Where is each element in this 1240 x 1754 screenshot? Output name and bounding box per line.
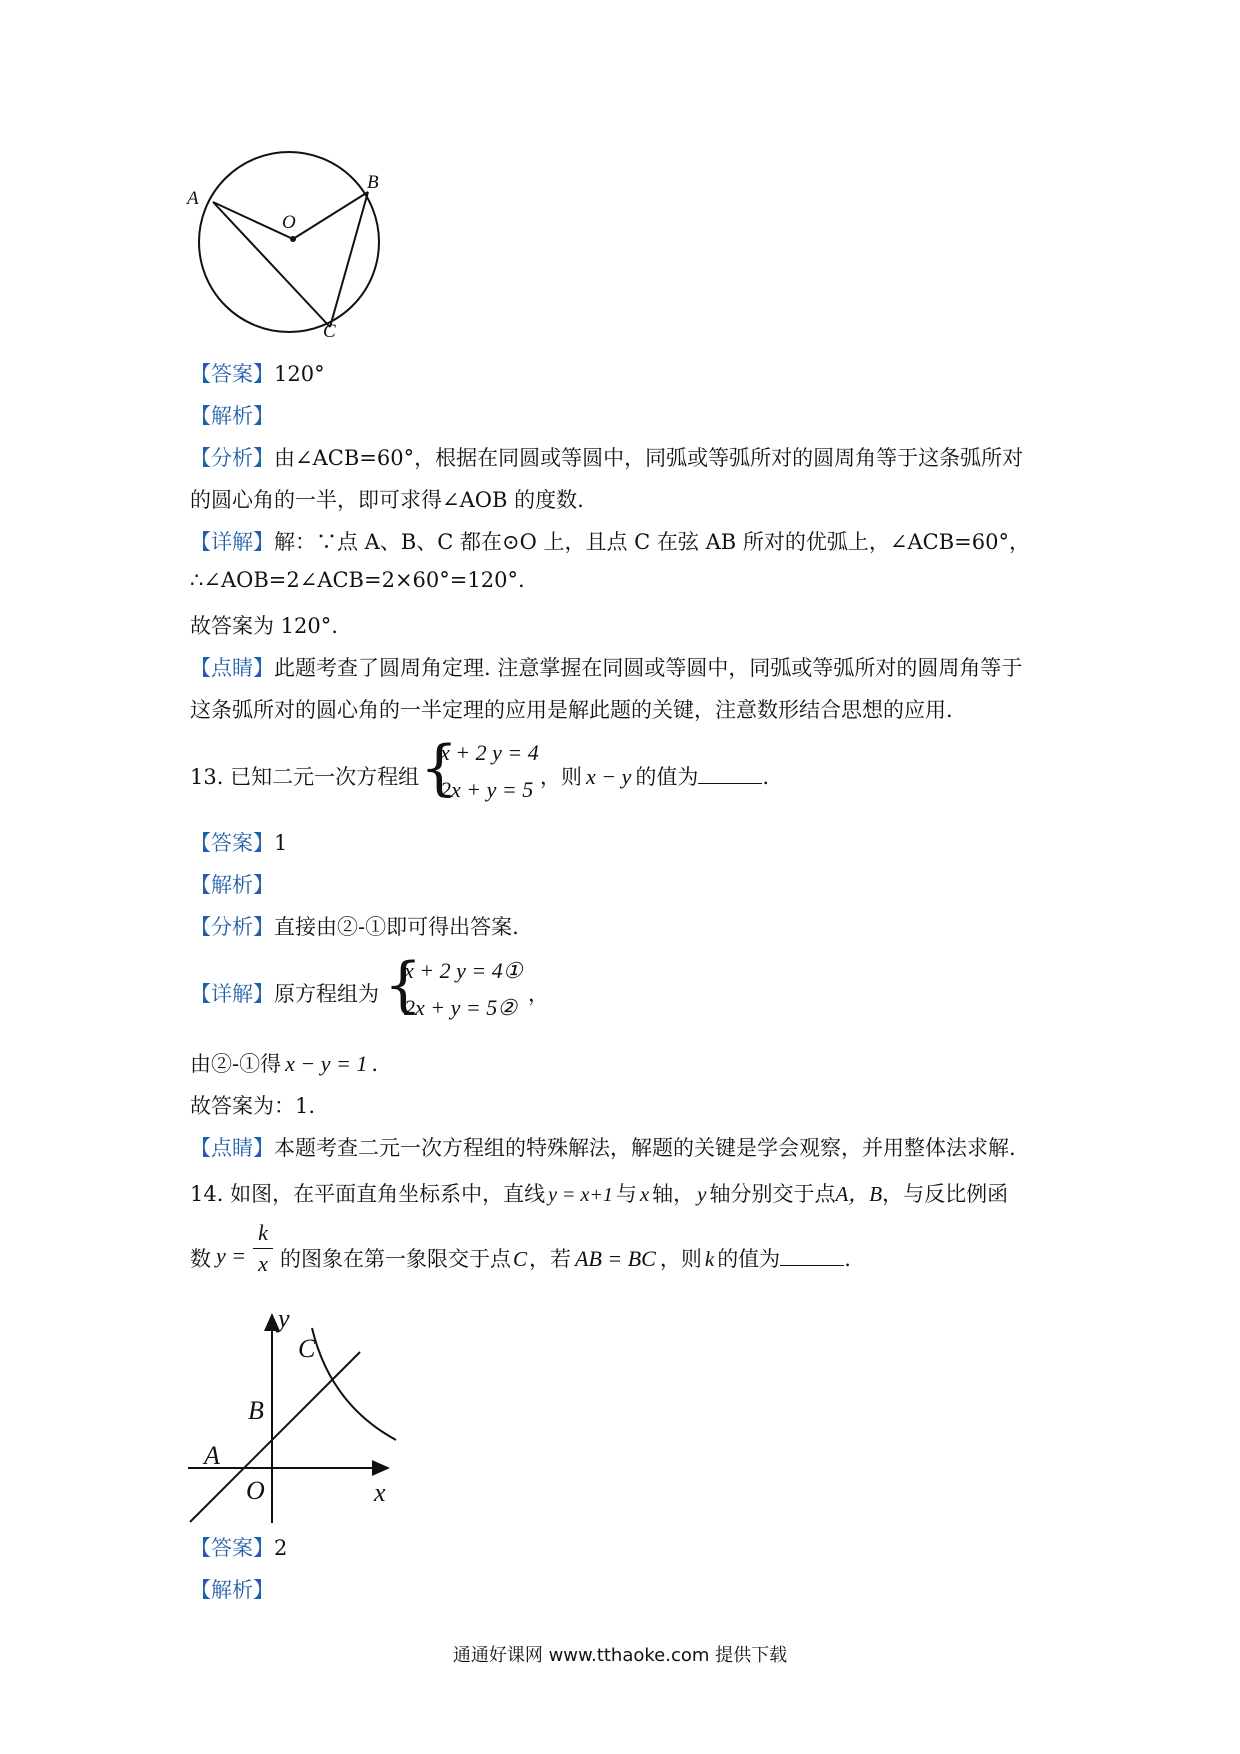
q13-dianjing-line: [190, 1132, 1016, 1162]
answer-value: 2: [274, 1536, 288, 1560]
q13-answer-blank: [698, 765, 762, 784]
answer-value: 1: [274, 831, 288, 855]
q14-jiexi-line: [190, 1574, 274, 1604]
q12-dianjing-line2: [190, 694, 953, 724]
q12-xiangjie-line2: [190, 568, 525, 592]
q13-eq1: x + 2 y = 4: [440, 740, 539, 765]
dianjing-text-cont: 这条弧所对的圆心角的一半定理的应用是解此题的关键，注意数形结合思想的应用.: [190, 698, 953, 722]
dianjing-text: 本题考查二元一次方程组的特殊解法，解题的关键是学会观察，并用整体法求解.: [274, 1136, 1016, 1160]
fig2-label-a: A: [204, 1441, 220, 1470]
q14-line2-rest: [280, 1243, 851, 1273]
frac-bar: [253, 1248, 273, 1249]
q14-line2-y: y =: [216, 1243, 247, 1268]
answer-tag: 【答案】: [190, 831, 274, 855]
page-footer: 通通好课网 www.tthaoke.com 提供下载: [452, 1645, 788, 1666]
fig1-label-c: C: [323, 321, 336, 342]
xiangjie-prefix: 原方程组为: [274, 982, 379, 1006]
fig2-label-c: C: [298, 1334, 316, 1363]
q12-jiexi-line: [190, 400, 274, 430]
q14-line2-d: ，则: [659, 1247, 702, 1271]
step-prefix: 由②-①得: [190, 1052, 282, 1076]
q13-eq1-marked: x + 2 y = 4①: [404, 958, 523, 983]
q13-jiexi-line: [190, 869, 274, 899]
hyperbola-curve: [312, 1328, 396, 1440]
fenxi-text: 由∠ACB=60°，根据在同圆或等圆中，同弧或等弧所对的圆周角等于这条弧所对: [274, 446, 1024, 470]
answer-tag: 【答案】: [190, 362, 274, 386]
jiexi-tag: 【解析】: [190, 1578, 274, 1602]
fenxi-text-cont: 的圆心角的一半，即可求得∠AOB 的度数.: [190, 488, 584, 512]
q13-prefix: 13. 已知二元一次方程组: [190, 765, 420, 789]
q14-line2-end: .: [844, 1247, 851, 1271]
q12-answer-line: [190, 358, 325, 388]
fenxi-tag: 【分析】: [190, 446, 274, 470]
q13-step-line: [190, 1048, 378, 1078]
q14-line2-expr: AB = BC: [575, 1246, 656, 1271]
q14-line1-x: x: [639, 1182, 650, 1206]
q13-suffix-end: .: [762, 765, 770, 789]
q12-conclusion: [190, 610, 338, 640]
jiexi-tag: 【解析】: [190, 873, 274, 897]
fig1-label-b: B: [367, 172, 379, 193]
xiangjie-tag: 【详解】: [190, 530, 274, 554]
q14-line1-expr: y = x+1: [548, 1184, 613, 1206]
fig2-label-o: O: [246, 1476, 265, 1505]
q13-conclusion: [190, 1090, 315, 1120]
answer-value: 120°: [274, 362, 325, 386]
q12-dianjing-line1: [190, 652, 1022, 682]
q14-line2-k: k: [704, 1247, 715, 1271]
frac-denominator: x: [258, 1251, 268, 1276]
conclusion-text: 故答案为：1.: [190, 1094, 316, 1118]
step-expr: x − y = 1: [285, 1051, 368, 1076]
fig1-label-a: A: [187, 188, 199, 209]
q14-line1-d: 轴分别交于点: [709, 1182, 836, 1206]
q13-suffix: [540, 761, 769, 791]
q14-line1-a: 14. 如图，在平面直角坐标系中，直线: [190, 1182, 546, 1206]
xiangjie-text-cont: ∴∠AOB=2∠ACB=2×60°=120°.: [190, 568, 525, 592]
circle-figure: [185, 145, 390, 345]
q14-line1-pts: A，B: [835, 1182, 883, 1206]
step-end: .: [371, 1052, 379, 1076]
q14-line2-c: ，若: [529, 1247, 572, 1271]
q13-eq2-marked: 2x + y = 5②: [404, 995, 517, 1020]
answer-tag: 【答案】: [190, 1536, 274, 1560]
q14-answer-blank: [780, 1247, 844, 1266]
segment-ao: [213, 202, 293, 239]
fenxi-text: 直接由②-①即可得出答案.: [274, 915, 519, 939]
frac-numerator: k: [258, 1220, 268, 1245]
fig2-label-y: y: [278, 1304, 290, 1333]
jiexi-tag: 【解析】: [190, 404, 274, 428]
q14-line1-y: y: [697, 1182, 707, 1206]
fig1-label-o: O: [282, 212, 296, 233]
xiangjie-tag: 【详解】: [190, 982, 274, 1006]
q13-xiangjie-brace: {: [384, 950, 423, 1020]
segment-ac: [213, 202, 330, 327]
q14-answer-line: [190, 1532, 287, 1562]
center-point: [290, 236, 296, 242]
q14-line2-e: 的值为: [717, 1247, 781, 1271]
fig2-label-b: B: [248, 1396, 264, 1425]
q13-suffix-b: 的值为: [635, 765, 699, 789]
q14-line2-b: 的图象在第一象限交于点: [280, 1247, 511, 1271]
circle-outline: [199, 152, 379, 332]
q13-brace: {: [420, 733, 459, 803]
q13-eq2: 2x + y = 5: [440, 777, 534, 802]
q14-line1-e: ，与反比例函: [882, 1182, 1009, 1206]
q13-fenxi-line: [190, 911, 519, 941]
xiangjie-text: 解：∵点 A、B、C 都在⊙O 上，且点 C 在弦 AB 所对的优弧上，∠ACB=60°，: [274, 530, 1030, 554]
q14-line1-c: 轴，: [652, 1182, 695, 1206]
q13-suffix-a: ，则: [540, 765, 582, 789]
q14-fraction: [250, 1220, 276, 1277]
q12-fenxi-line1: [190, 442, 1023, 472]
q13-xiangjie-prefix: [190, 978, 379, 1008]
fenxi-tag: 【分析】: [190, 915, 274, 939]
line-y-x-plus-1: [190, 1352, 360, 1522]
dianjing-tag: 【点睛】: [190, 656, 274, 680]
q12-fenxi-line2: [190, 484, 584, 514]
q14-line2-c-pt: C: [513, 1247, 528, 1271]
dianjing-text: 此题考查了圆周角定理. 注意掌握在同圆或等圆中，同弧或等弧所对的圆周角等于: [274, 656, 1023, 680]
q13-answer-line: [190, 827, 287, 857]
q13-expr: x − y: [586, 764, 632, 789]
dianjing-tag: 【点睛】: [190, 1136, 274, 1160]
q12-xiangjie-line1: [190, 526, 1030, 556]
conclusion-text: 故答案为 120°.: [190, 614, 338, 638]
q14-line1: [190, 1178, 1008, 1208]
fig2-label-x: x: [374, 1478, 386, 1507]
q14-line2-a: 数: [190, 1247, 211, 1271]
q14-line1-b: 与: [615, 1182, 637, 1206]
q13-comma: ，: [528, 982, 549, 1006]
